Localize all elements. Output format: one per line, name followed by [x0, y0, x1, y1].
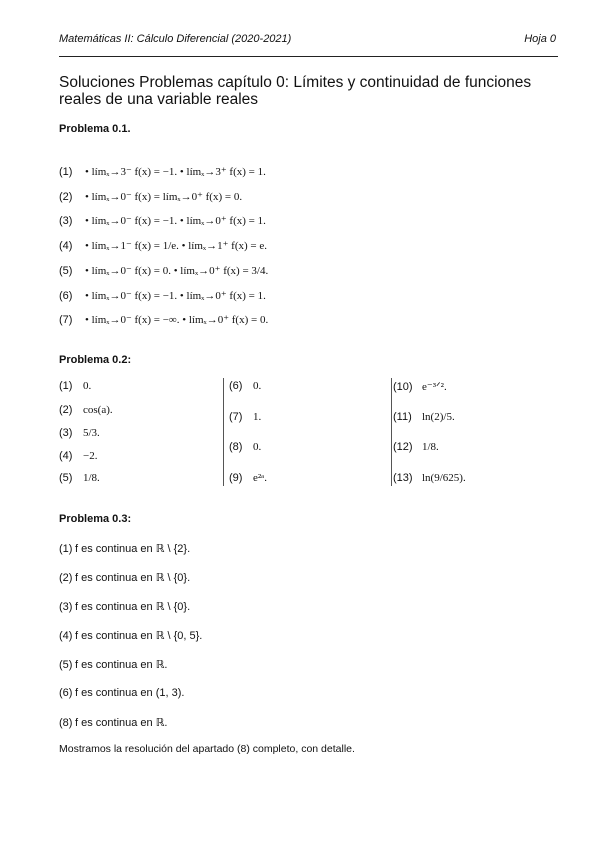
item-answer: e⁻³ᐟ². [422, 381, 447, 393]
course-title: Matemáticas II: Cálculo Diferencial (2020-2021) [59, 33, 292, 45]
column-divider [223, 378, 224, 486]
item-answer: 0. [253, 441, 262, 453]
item-answer: • límₓ→0⁻ f(x) = −∞. • límₓ→0⁺ f(x) = 0. [85, 314, 269, 326]
item-number: (1) [59, 166, 73, 178]
item-number: (7) [59, 314, 73, 326]
item-number: (1) [59, 380, 73, 392]
item-answer: −2. [83, 450, 98, 462]
item-number: (3) [59, 215, 73, 227]
p02-item [393, 472, 466, 484]
p02-item [229, 411, 261, 423]
item-number: (2) [59, 191, 73, 203]
item-number: (8) [59, 717, 73, 729]
item-answer: • límₓ→0⁻ f(x) = límₓ→0⁺ f(x) = 0. [85, 191, 243, 203]
page-title: Soluciones Problemas capítulo 0: Límites y continuidad de funciones reales de una variable reales [59, 74, 532, 108]
p02-item [229, 472, 267, 484]
item-answer: • límₓ→0⁻ f(x) = −1. • límₓ→0⁺ f(x) = 1. [85, 215, 266, 227]
p02-item [59, 450, 97, 462]
p02-item [229, 380, 261, 392]
p02-item [229, 441, 261, 453]
problem-0-1-title: Problema 0.1. [59, 123, 131, 135]
p02-item [59, 404, 113, 416]
p03-item [59, 658, 168, 671]
p01-item [59, 165, 266, 178]
item-answer: f es continua en ℝ. [75, 659, 168, 671]
item-number: (3) [59, 427, 73, 439]
p03-item [59, 629, 202, 642]
item-number: (4) [59, 450, 73, 462]
problem-0-2-title: Problema 0.2: [59, 354, 132, 366]
item-answer: f es continua en ℝ \ {0}. [75, 572, 191, 584]
item-number: (1) [59, 543, 73, 555]
p02-item [59, 427, 100, 439]
item-answer: 5/3. [83, 427, 100, 439]
item-number: (5) [59, 472, 73, 484]
item-number: (8) [229, 441, 243, 453]
item-answer: 0. [83, 380, 92, 392]
item-answer: 1. [253, 411, 262, 423]
item-answer: ln(2)/5. [422, 411, 455, 423]
item-number: (4) [59, 630, 73, 642]
sheet-number: Hoja 0 [524, 33, 556, 45]
p01-item [59, 264, 268, 277]
header-rule [59, 56, 558, 57]
column-divider [391, 378, 392, 486]
item-number: (6) [59, 290, 73, 302]
running-header [59, 33, 558, 49]
p03-item [59, 571, 190, 584]
p02-item [393, 441, 439, 453]
item-answer: 0. [253, 380, 262, 392]
problem-0-3-title: Problema 0.3: [59, 513, 132, 525]
item-number: (7) [229, 411, 243, 423]
item-answer: • límₓ→1⁻ f(x) = 1/e. • límₓ→1⁺ f(x) = e. [85, 240, 267, 252]
item-number: (6) [59, 687, 73, 699]
p01-item [59, 289, 266, 302]
item-answer: e²ᵃ. [253, 472, 267, 484]
item-answer: • límₓ→3⁻ f(x) = −1. • límₓ→3⁺ f(x) = 1. [85, 166, 266, 178]
item-number: (5) [59, 659, 73, 671]
item-answer: cos(a). [83, 404, 113, 416]
item-number: (2) [59, 404, 73, 416]
item-answer: 1/8. [83, 472, 100, 484]
item-number: (11) [393, 411, 412, 423]
p01-item [59, 190, 242, 203]
p01-item [59, 313, 268, 326]
item-answer: f es continua en ℝ \ {2}. [75, 543, 191, 555]
item-number: (6) [229, 380, 243, 392]
item-number: (9) [229, 472, 243, 484]
item-number: (12) [393, 441, 413, 453]
item-answer: f es continua en ℝ \ {0}. [75, 601, 191, 613]
item-number: (3) [59, 601, 73, 613]
item-answer: • límₓ→0⁻ f(x) = 0. • límₓ→0⁺ f(x) = 3/4. [85, 265, 269, 277]
item-number: (4) [59, 240, 73, 252]
p01-item [59, 214, 266, 227]
p02-item [393, 411, 455, 423]
p03-item [59, 687, 184, 699]
item-answer: ln(9/625). [422, 472, 466, 484]
item-number: (13) [393, 472, 413, 484]
p03-item [59, 600, 190, 613]
item-answer: 1/8. [422, 441, 439, 453]
item-answer: f es continua en ℝ \ {0, 5}. [75, 630, 203, 642]
item-number: (2) [59, 572, 73, 584]
item-number: (5) [59, 265, 73, 277]
p03-item [59, 716, 168, 729]
item-answer: • límₓ→0⁻ f(x) = −1. • límₓ→0⁺ f(x) = 1. [85, 290, 266, 302]
p02-item [393, 380, 447, 393]
p02-item [59, 472, 100, 484]
p03-item [59, 542, 190, 555]
item-answer: f es continua en ℝ. [75, 717, 168, 729]
item-answer: f es continua en (1, 3). [75, 687, 185, 699]
closing-note: Mostramos la resolución del apartado (8) completo, con detalle. [59, 743, 355, 755]
p02-item [59, 380, 91, 392]
item-number: (10) [393, 381, 413, 393]
p01-item [59, 239, 267, 252]
